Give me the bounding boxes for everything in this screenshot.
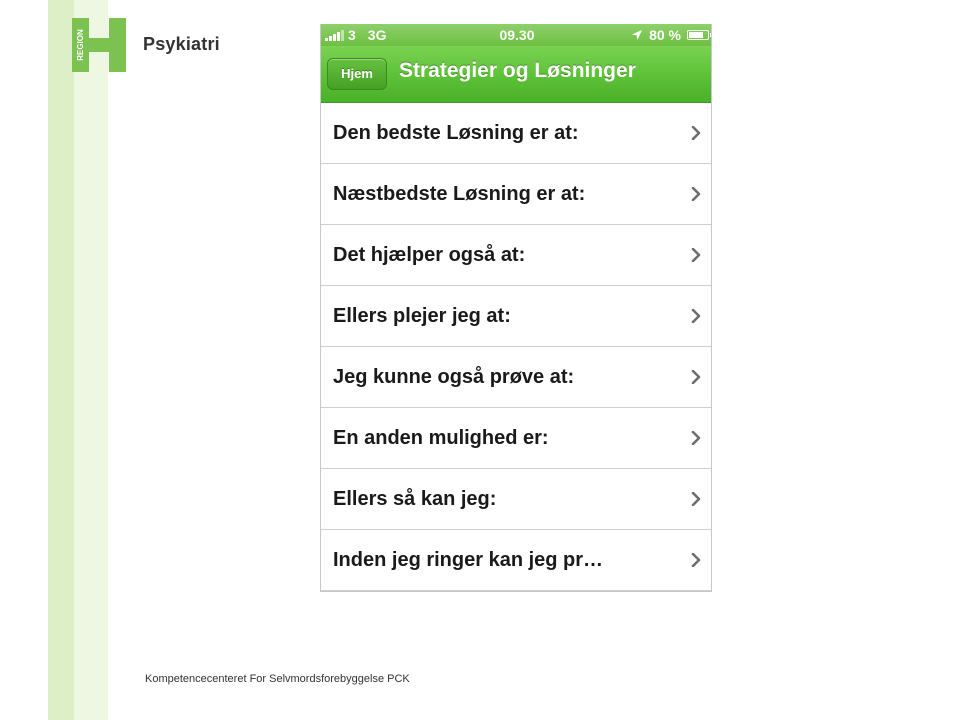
list-item[interactable] <box>321 225 712 286</box>
carrier-label: 3 <box>348 27 356 43</box>
list-item-label: Ellers så kan jeg: <box>333 488 497 510</box>
list-item[interactable] <box>321 164 712 225</box>
strategy-list <box>321 103 712 591</box>
phone-screenshot <box>320 24 712 592</box>
list-item[interactable] <box>321 469 712 530</box>
region-h-logo <box>72 18 126 72</box>
nav-bar <box>321 46 712 103</box>
list-item[interactable] <box>321 347 712 408</box>
chevron-right-icon <box>691 309 701 323</box>
status-time: 09.30 <box>499 27 535 43</box>
chevron-right-icon <box>691 248 701 262</box>
logo-text: Psykiatri <box>143 34 220 54</box>
list-item[interactable] <box>321 408 712 469</box>
chevron-right-icon <box>691 431 701 445</box>
chevron-right-icon <box>691 126 701 140</box>
list-item[interactable] <box>321 103 712 164</box>
chevron-right-icon <box>691 492 701 506</box>
battery-percent: 80 % <box>649 27 681 43</box>
list-item-label: Jeg kunne også prøve at: <box>333 366 575 388</box>
nav-title: Strategier og Løsninger <box>399 59 636 82</box>
list-item-label: En anden mulighed er: <box>333 427 549 449</box>
logo-badge-text: REGION <box>76 29 85 61</box>
network-label: 3G <box>367 27 387 43</box>
location-arrow-icon <box>631 29 643 41</box>
decor-stripe-left <box>48 0 74 720</box>
battery-icon <box>687 30 709 40</box>
home-button[interactable]: Hjem <box>327 58 387 90</box>
footer-text: Kompetencecenteret For Selvmordsforebyggelse PCK <box>145 673 410 685</box>
list-item-label: Den bedste Løsning er at: <box>333 122 579 144</box>
list-item[interactable] <box>321 286 712 347</box>
list-item-label: Ellers plejer jeg at: <box>333 305 511 327</box>
list-item-label: Det hjælper også at: <box>333 244 526 266</box>
status-bar <box>321 24 712 46</box>
chevron-right-icon <box>691 187 701 201</box>
list-item[interactable] <box>321 530 712 591</box>
decor-stripe-right <box>74 0 108 720</box>
chevron-right-icon <box>691 553 701 567</box>
list-item-label: Næstbedste Løsning er at: <box>333 183 586 205</box>
list-item-label: Inden jeg ringer kan jeg pr… <box>333 549 604 571</box>
chevron-right-icon <box>691 370 701 384</box>
